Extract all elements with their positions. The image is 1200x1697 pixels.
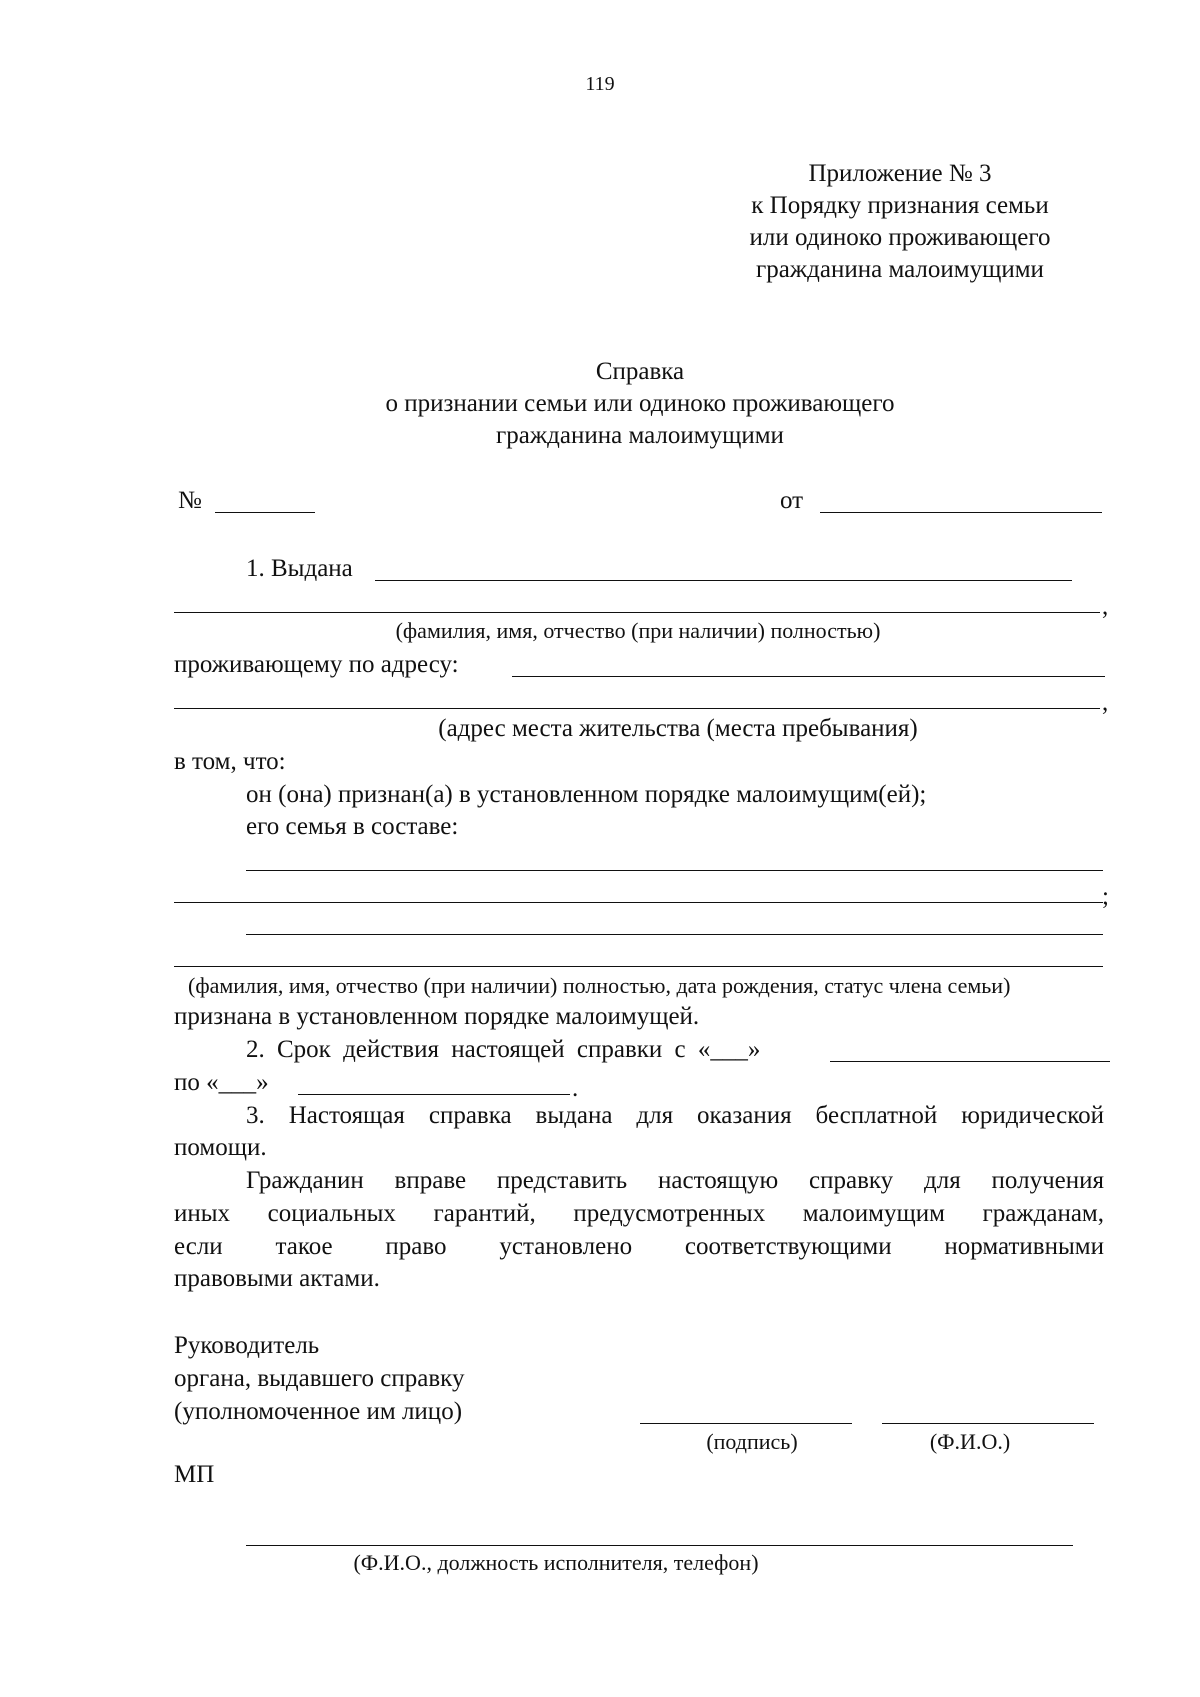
appendix-block <box>720 158 1080 286</box>
appendix-line-3: или одиноко проживающего <box>749 224 1051 251</box>
head-line-2: органа, выдавшего справку <box>174 1365 465 1392</box>
signature-field-line <box>640 1423 852 1424</box>
address-caption: (адрес места жительства (места пребывания) <box>438 715 918 742</box>
rights-line-2-text: иных социальных гарантий, предусмотренных малоимущим гражданам, <box>174 1200 1104 1227</box>
stamp-label: МП <box>174 1461 215 1488</box>
head-line-1: Руководитель <box>174 1332 320 1359</box>
validity-from-line <box>830 1061 1110 1062</box>
executor-field-line <box>246 1545 1073 1546</box>
family-recognized-text: признана в установленном порядке малоимущей. <box>174 1003 700 1030</box>
head-line-3: (уполномоченное им лицо) <box>174 1398 463 1425</box>
family-field-line-1 <box>246 870 1103 871</box>
title-line-3: гражданина малоимущими <box>496 422 784 449</box>
rights-line-1-text: Гражданин вправе представить настоящую справку для получения <box>246 1167 1104 1194</box>
appendix-line-4: гражданина малоимущими <box>756 256 1044 283</box>
rights-line-3-text: если такое право установлено соответствующими нормативными <box>174 1233 1104 1260</box>
purpose-line-2: помощи. <box>174 1134 267 1161</box>
purpose-line-1-text: 3. Настоящая справка выдана для оказания бесплатной юридической <box>246 1102 1104 1129</box>
appendix-line-2: к Порядку признания семьи <box>751 192 1049 219</box>
title-line-1: Справка <box>595 358 685 385</box>
rights-line-1 <box>174 1168 1104 1193</box>
family-label: его семья в составе: <box>246 813 459 840</box>
executor-caption: (Ф.И.О., должность исполнителя, телефон) <box>353 1550 759 1575</box>
rights-line-3 <box>174 1234 1104 1259</box>
validity-to-text: по «___» <box>174 1069 269 1096</box>
issued-field-line <box>375 580 1072 581</box>
family-caption: (фамилия, имя, отчество (при наличии) полностью, дата рождения, статус члена семьи) <box>188 973 1011 998</box>
validity-period: . <box>572 1075 579 1102</box>
rights-line-4: правовыми актами. <box>174 1265 380 1292</box>
family-field-line-3 <box>246 934 1103 935</box>
address-field-line <box>512 676 1105 677</box>
that-label: в том, что: <box>174 748 286 775</box>
appendix-line-1: Приложение № 3 <box>808 160 992 187</box>
date-label: от <box>780 487 804 514</box>
document-title <box>240 356 1040 452</box>
name-comma: , <box>1102 593 1109 620</box>
rights-line-2 <box>174 1201 1104 1226</box>
name-field-line <box>174 612 1100 613</box>
family-field-line-2 <box>174 902 1103 903</box>
fio-caption: (Ф.И.О.) <box>929 1429 1011 1454</box>
issued-label: 1. Выдана <box>246 555 353 582</box>
validity-text: 2. Срок действия настоящей справки с «___» <box>246 1036 761 1063</box>
address-field-line-2 <box>174 708 1100 709</box>
title-line-2: о признании семьи или одиноко проживающего <box>385 390 895 417</box>
recognized-text: он (она) признан(а) в установленном порядке малоимущим(ей); <box>246 781 927 808</box>
validity-to-line <box>298 1094 570 1095</box>
signature-caption: (подпись) <box>706 1429 798 1454</box>
date-field-line <box>820 512 1102 513</box>
address-label: проживающему по адресу: <box>174 651 459 678</box>
family-field-line-4 <box>174 966 1103 967</box>
page-number: 119 <box>585 73 615 95</box>
number-field-line <box>215 512 315 513</box>
address-comma: , <box>1102 689 1109 716</box>
number-label: № <box>178 487 202 514</box>
purpose-line-1 <box>174 1103 1104 1128</box>
family-semicolon: ; <box>1102 883 1109 910</box>
fio-field-line <box>882 1423 1094 1424</box>
name-caption: (фамилия, имя, отчество (при наличии) полностью) <box>395 618 881 643</box>
